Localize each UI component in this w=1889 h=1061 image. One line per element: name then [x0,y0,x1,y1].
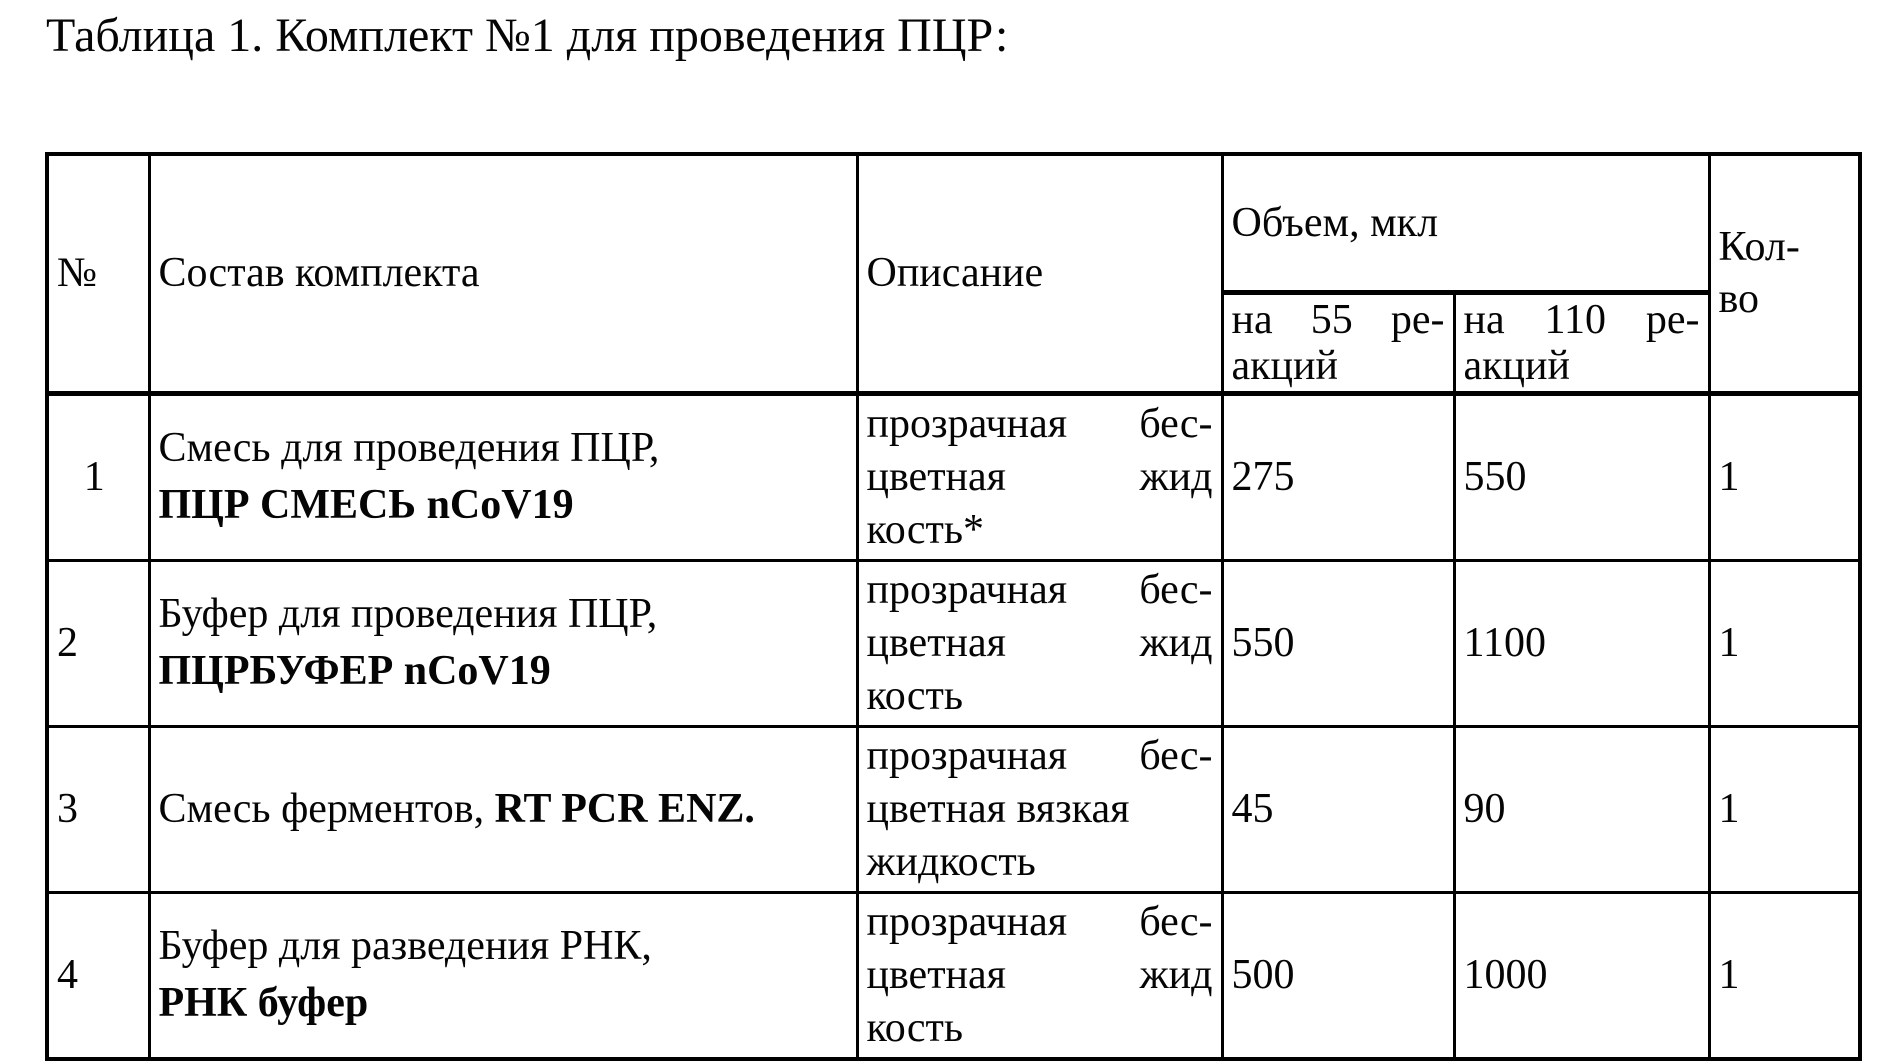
component-code: РНК буфер [158,980,369,1026]
quantity-cell [1709,892,1860,1059]
volume-55-cell [1222,393,1454,560]
composition-cell [149,560,857,726]
description-line: кость [866,672,963,719]
row-number: 1 [83,454,105,500]
description-cell [857,393,1222,560]
table-row [47,560,1860,726]
quantity-cell [1709,726,1860,892]
row-number-cell [47,892,149,1059]
description-line: цветная жид [866,951,1213,998]
row-number-cell [47,560,149,726]
quantity-value: 1 [1718,620,1740,666]
description-line: прозрачная бес- [866,400,1213,447]
description-line: жидкость [866,838,1036,885]
description-cell [857,892,1222,1059]
composition-cell [149,726,857,892]
header-description-cell [857,154,1222,393]
description-cell [857,560,1222,726]
quantity-value: 1 [1718,952,1740,998]
description-line: цветная жид [866,619,1213,666]
header-number-label: № [57,250,98,297]
volume-55-value: 500 [1231,952,1295,998]
document-title: Таблица 1. Комплект №1 для проведения ПЦР: [46,9,1009,62]
table-row [47,726,1860,892]
component-code: ПЦРБУФЕР nCoV19 [158,648,551,694]
header-quantity-cell [1709,154,1860,393]
volume-55-value: 275 [1231,454,1295,500]
row-number: 2 [57,620,78,666]
header-volume-55-line2: акций [1231,342,1338,389]
volume-110-cell [1454,393,1709,560]
pcr-kit-table [45,152,1862,1061]
header-volume-110-cell [1454,292,1709,393]
header-quantity-label-line2: во [1718,276,1760,323]
description-line: цветная вязкая [866,785,1130,832]
volume-110-cell [1454,726,1709,892]
table-row [47,892,1860,1059]
header-quantity-label-line1: Кол- [1718,224,1800,271]
component-name: Смесь ферментов, [158,785,495,832]
composition-cell [149,892,857,1059]
component-name: Буфер для проведения ПЦР, [158,591,658,637]
header-volume-55-line1: на 55 ре- [1231,296,1445,343]
header-composition-cell [149,154,857,393]
header-number-cell [47,154,149,393]
quantity-value: 1 [1718,786,1740,832]
volume-110-value: 550 [1463,454,1527,500]
volume-110-cell [1454,560,1709,726]
volume-110-value: 90 [1463,786,1506,832]
header-description-label: Описание [866,250,1044,297]
component-name: Буфер для разведения РНК, [158,923,652,969]
component-name: Смесь для проведения ПЦР, [158,425,660,471]
header-volume-group-label: Объем, мкл [1231,199,1439,246]
row-number-cell [47,393,149,560]
header-volume-110-line1: на 110 ре- [1463,296,1700,343]
table-header-row [47,154,1860,292]
description-line: кость* [866,506,984,553]
description-cell [857,726,1222,892]
description-line: прозрачная бес- [866,898,1213,945]
row-number-cell [47,726,149,892]
composition-cell [149,393,857,560]
header-composition-label: Состав комплекта [158,250,480,297]
component-code: RT PCR ENZ. [494,785,755,832]
description-line: кость [866,1004,963,1051]
volume-110-value: 1000 [1463,952,1548,998]
description-line: прозрачная бес- [866,566,1213,613]
volume-55-cell [1222,892,1454,1059]
volume-110-cell [1454,892,1709,1059]
volume-55-value: 45 [1231,786,1274,832]
component-code: ПЦР СМЕСЬ nCoV19 [158,482,574,528]
description-line: прозрачная бес- [866,732,1213,779]
row-number: 4 [57,952,78,998]
quantity-value: 1 [1718,454,1740,500]
volume-55-cell [1222,560,1454,726]
header-volume-group-cell [1222,154,1709,292]
quantity-cell [1709,393,1860,560]
table-row [47,393,1860,560]
volume-55-value: 550 [1231,620,1295,666]
header-volume-55-cell [1222,292,1454,393]
volume-55-cell [1222,726,1454,892]
quantity-cell [1709,560,1860,726]
volume-110-value: 1100 [1463,620,1546,666]
description-line: цветная жид [866,453,1213,500]
header-volume-110-line2: акций [1463,342,1570,389]
row-number: 3 [57,786,78,832]
